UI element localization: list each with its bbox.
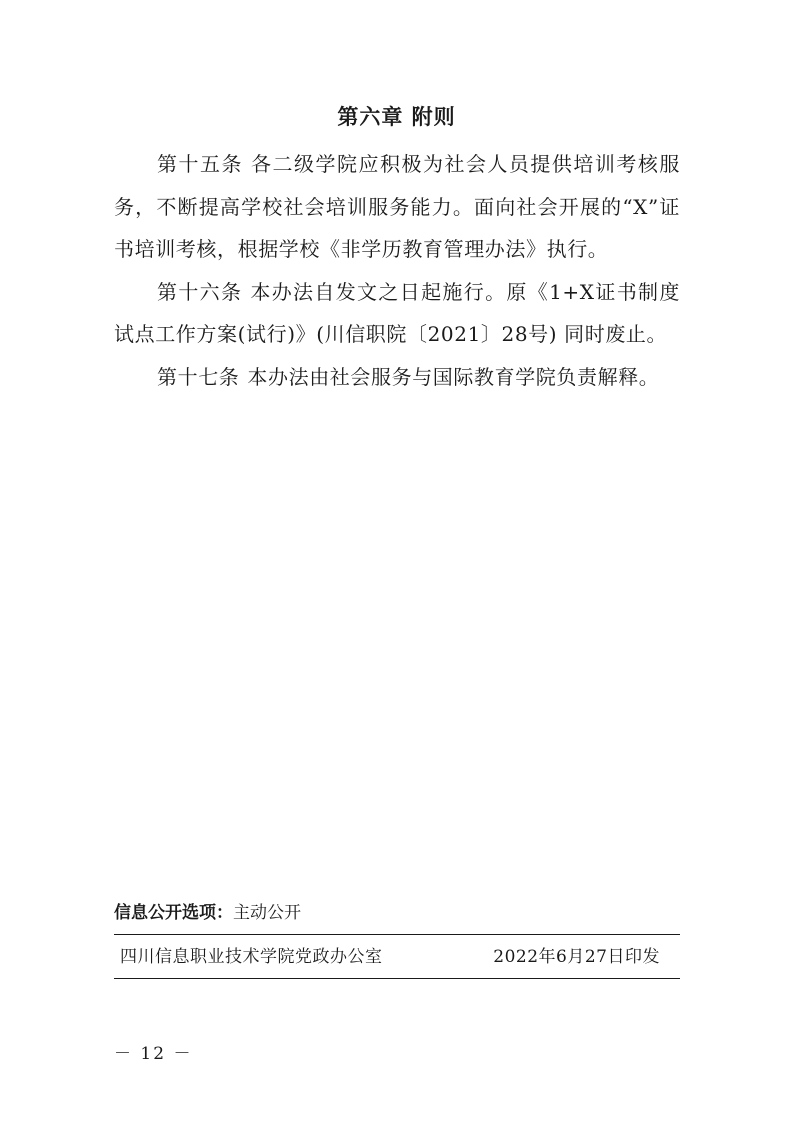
article-16 [114,271,680,356]
disclosure-option [114,900,301,926]
issuing-office: 四川信息职业技术学院党政办公室 [120,947,383,967]
article-15 [114,143,680,271]
issuer-row [114,942,680,972]
footer-top-rule [114,934,680,935]
footer-bottom-rule [114,978,680,979]
article-list [114,143,680,398]
article-number: 第十六条 [157,279,243,304]
article-number: 第十五条 [157,152,243,176]
chapter-title: 第六章 附则 [337,105,456,129]
issue-date: 2022年6月27日印发 [493,947,660,967]
disclosure-label: 信息公开选项： [114,903,233,923]
article-text: 本办法由社会服务与国际教育学院负责解释。 [247,364,660,389]
article-17 [114,356,680,399]
article-number: 第十七条 [157,364,240,389]
page-number: － 12 － [114,1044,193,1064]
article-text: 各二级学院应积极为社会人员提供培训考核服务，不断提高学校社会培训服务能力。面向社会开展的“X”证书培训考核，根据学校《非学历教育管理办法》执行。 [114,152,680,261]
article-text: 本办法自发文之日起施行。原《1+X证书制度试点工作方案(试行)》(川信职院〔2021〕28号) 同时废止。 [114,279,680,346]
disclosure-value: 主动公开 [233,903,301,923]
